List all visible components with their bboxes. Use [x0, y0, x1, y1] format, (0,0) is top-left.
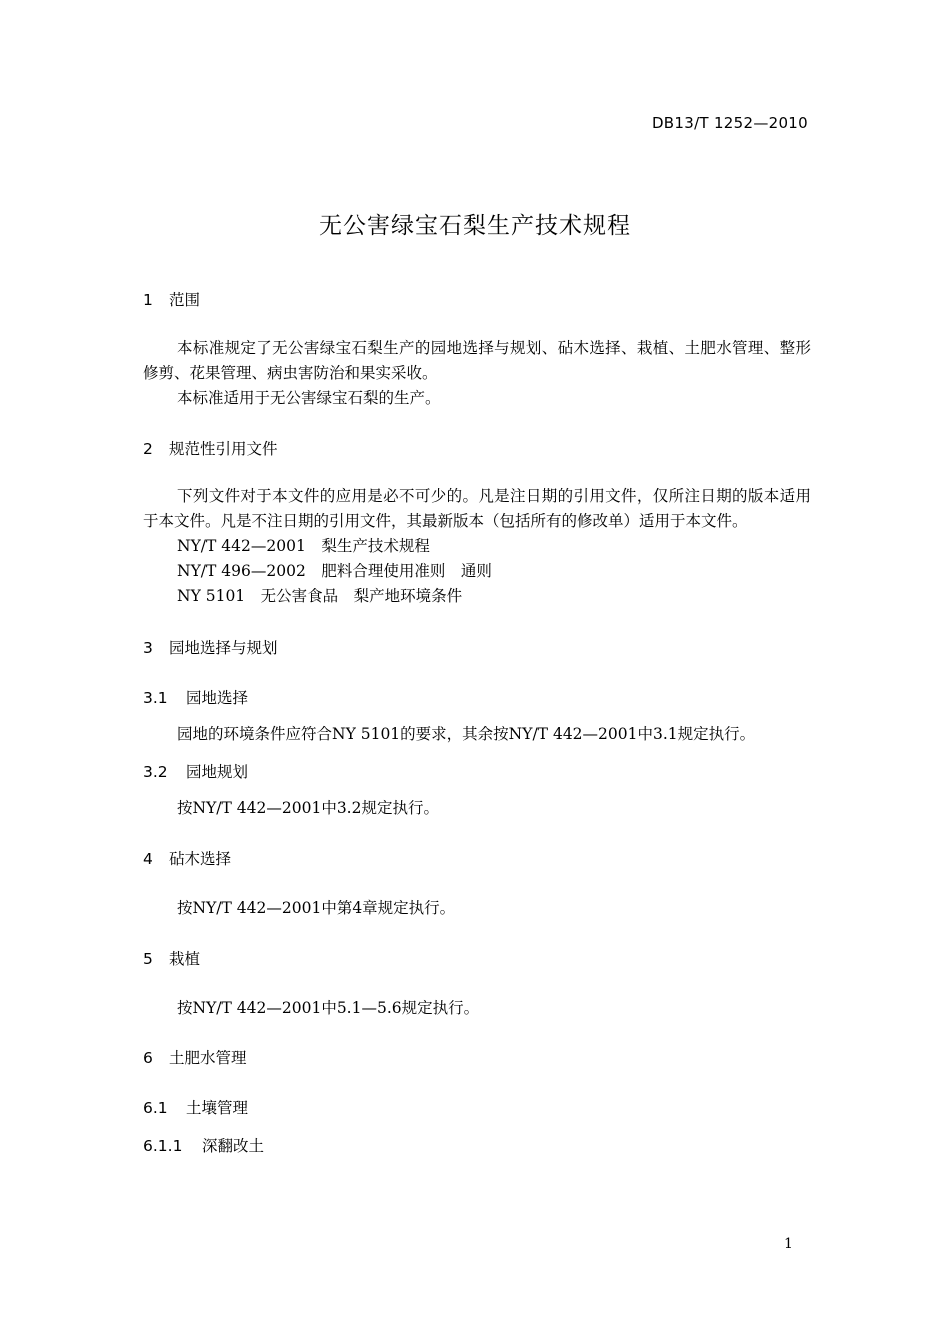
document-code: DB13/T 1252—2010: [651, 114, 808, 132]
page-number: 1: [784, 1236, 793, 1252]
section-number: 6: [143, 1049, 153, 1067]
section-number: 3.2: [143, 763, 168, 781]
section-number: 3.1: [143, 689, 168, 707]
section-6-1-1-heading: [143, 1134, 264, 1156]
section-6-heading: [143, 1046, 247, 1068]
section-3-1-text: 园地的环境条件应符合NY 5101的要求，其余按NY/T 442—2001中3.1规定执行。: [177, 725, 756, 743]
section-5-heading: [143, 947, 200, 969]
section-3-heading: [143, 636, 278, 658]
section-number: 5: [143, 950, 153, 968]
section-title: 园地选择: [186, 689, 249, 707]
section-number: 2: [143, 440, 153, 458]
section-4-text: 按NY/T 442—2001中第4章规定执行。: [177, 899, 456, 917]
section-title: 园地规划: [186, 763, 249, 781]
section-2-heading: [143, 437, 278, 459]
section-1-paragraph-2: 本标准适用于无公害绿宝石梨的生产。: [177, 389, 441, 407]
section-3-1-heading: [143, 686, 248, 708]
reference-item: NY/T 496—2002 肥料合理使用准则 通则: [177, 562, 492, 580]
section-6-1-heading: [143, 1096, 248, 1118]
section-3-2-text: 按NY/T 442—2001中3.2规定执行。: [177, 799, 439, 817]
section-2-paragraph-1: 下列文件对于本文件的应用是必不可少的。凡是注日期的引用文件，仅所注日期的版本适用于本文件。凡是不注日期的引用文件，其最新版本（包括所有的修改单）适用于本文件。: [143, 487, 811, 530]
reference-item: NY/T 442—2001 梨生产技术规程: [177, 537, 430, 555]
section-number: 6.1: [143, 1099, 168, 1117]
section-1-heading: [143, 288, 200, 310]
section-5-text: 按NY/T 442—2001中5.1—5.6规定执行。: [177, 999, 480, 1017]
section-1-paragraph-1: 本标准规定了无公害绿宝石梨生产的园地选择与规划、砧木选择、栽植、土肥水管理、整形修剪、花果管理、病虫害防治和果实采收。: [143, 339, 811, 382]
section-title: 砧木选择: [169, 850, 232, 868]
section-title: 深翻改土: [202, 1137, 265, 1155]
section-number: 4: [143, 850, 153, 868]
section-number: 3: [143, 639, 153, 657]
section-3-2-heading: [143, 760, 248, 782]
reference-item: NY 5101 无公害食品 梨产地环境条件: [177, 587, 463, 605]
section-4-heading: [143, 847, 231, 869]
section-number: 1: [143, 291, 153, 309]
section-title: 规范性引用文件: [169, 440, 278, 458]
section-title: 范围: [169, 291, 201, 309]
section-number: 6.1.1: [143, 1137, 183, 1155]
section-title: 栽植: [169, 950, 201, 968]
section-title: 土肥水管理: [169, 1049, 247, 1067]
document-title: 无公害绿宝石梨生产技术规程: [319, 213, 631, 239]
section-title: 园地选择与规划: [169, 639, 278, 657]
section-title: 土壤管理: [186, 1099, 249, 1117]
